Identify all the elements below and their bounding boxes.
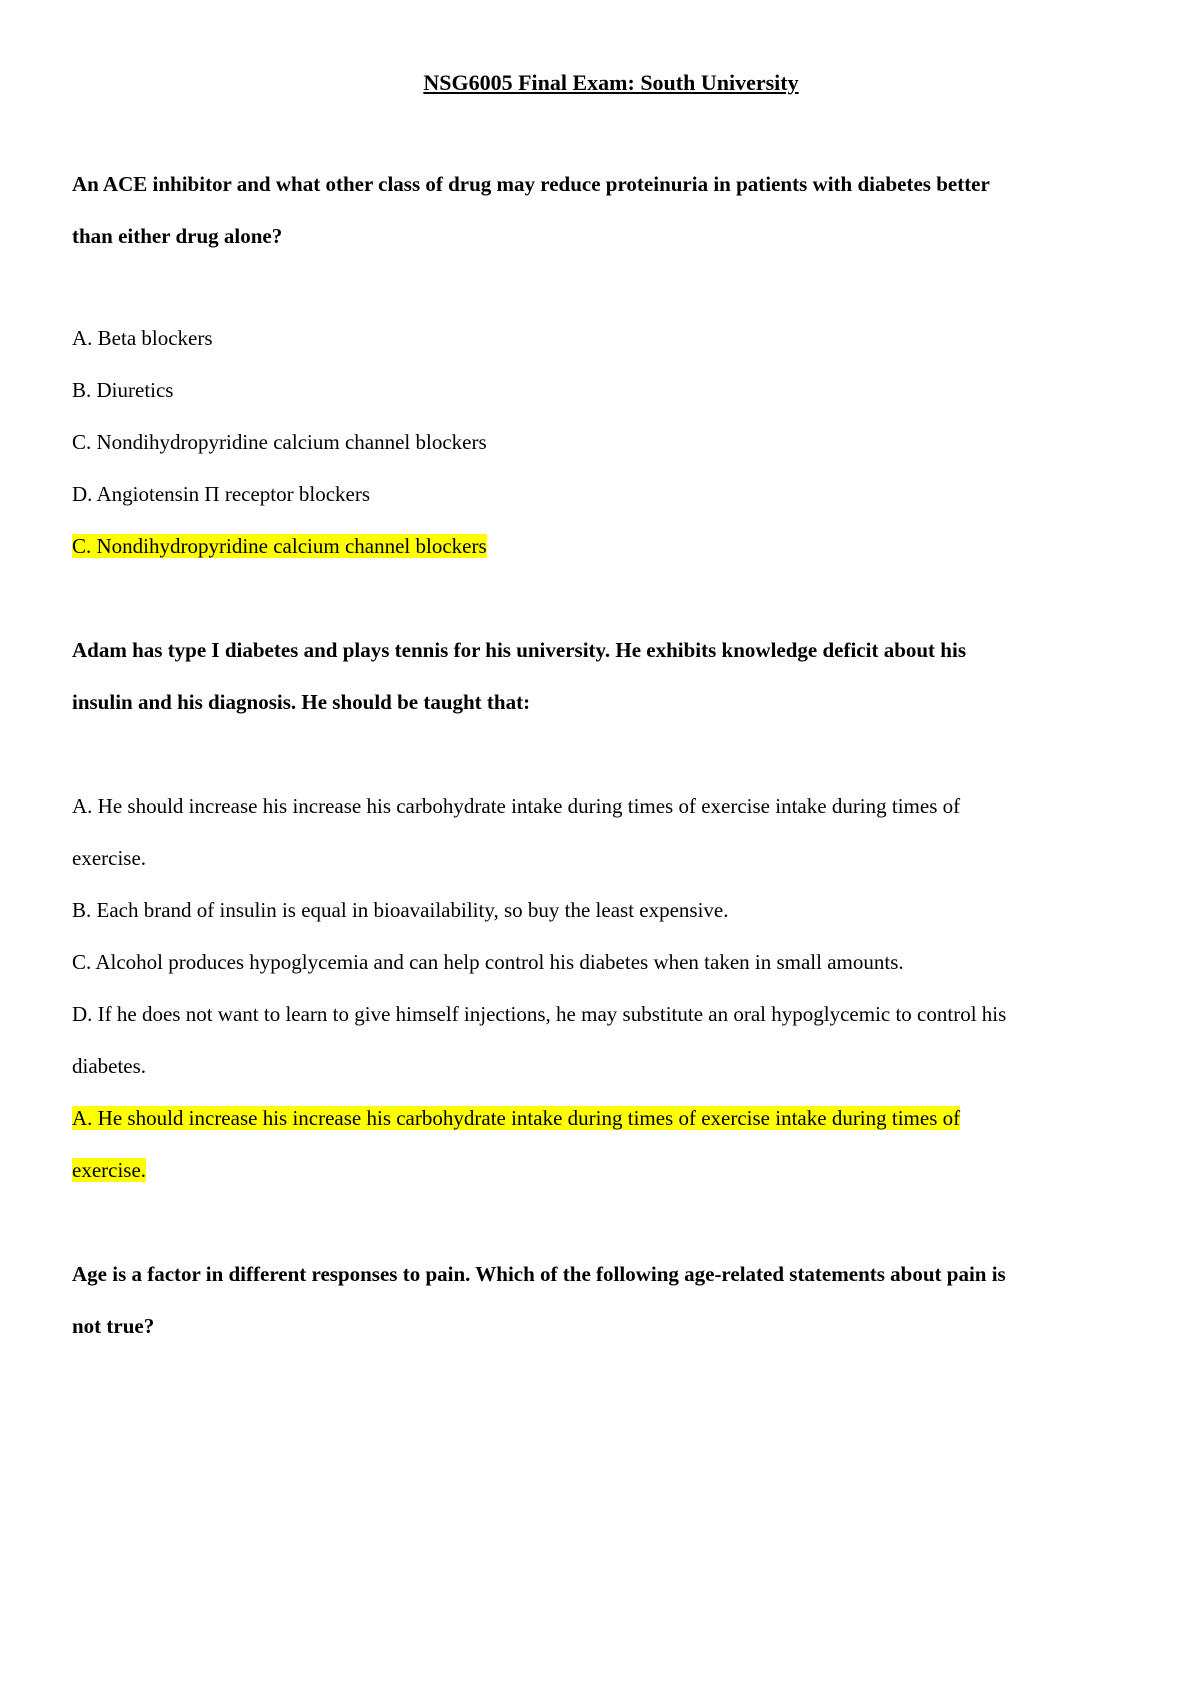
question-2-stem-line-2: insulin and his diagnosis. He should be taught that: — [72, 690, 531, 714]
question-2-answer-line-2 — [72, 1156, 146, 1184]
question-3-stem-line-2: not true? — [72, 1314, 155, 1338]
question-2-option-c: C. Alcohol produces hypoglycemia and can help control his diabetes when taken in small amounts. — [72, 950, 904, 974]
question-1-stem-line-2: than either drug alone? — [72, 224, 283, 248]
question-2-stem-line-1: Adam has type I diabetes and plays tennis for his university. He exhibits knowledge deficit about his — [72, 638, 966, 662]
question-2-option-d-line-2: diabetes. — [72, 1054, 147, 1078]
question-1-option-b: B. Diuretics — [72, 378, 174, 402]
document-title: NSG6005 Final Exam: South University — [423, 70, 799, 95]
question-1-option-d: D. Angiotensin Π receptor blockers — [72, 482, 371, 506]
question-1-answer — [72, 532, 487, 560]
question-1-option-c: C. Nondihydropyridine calcium channel blockers — [72, 430, 487, 454]
answer-highlight: exercise. — [72, 1158, 147, 1182]
answer-highlight: C. Nondihydropyridine calcium channel blockers — [72, 534, 487, 558]
question-1-option-a: A. Beta blockers — [72, 326, 213, 350]
question-2-option-d-line-1: D. If he does not want to learn to give himself injections, he may substitute an oral hypoglycemic to control his — [72, 1002, 1007, 1026]
question-2-option-b: B. Each brand of insulin is equal in bioavailability, so buy the least expensive. — [72, 898, 729, 922]
question-2-option-a-line-1: A. He should increase his increase his carbohydrate intake during times of exercise intake during times of — [72, 794, 961, 818]
answer-highlight: A. He should increase his increase his carbohydrate intake during times of exercise intake during times of — [72, 1106, 961, 1130]
question-1-stem-line-1: An ACE inhibitor and what other class of drug may reduce proteinuria in patients with diabetes better — [72, 172, 990, 196]
question-2-option-a-line-2: exercise. — [72, 846, 147, 870]
question-2-answer-line-1 — [72, 1104, 960, 1132]
question-3-stem-line-1: Age is a factor in different responses to pain. Which of the following age-related statements about pain is — [72, 1262, 1006, 1286]
